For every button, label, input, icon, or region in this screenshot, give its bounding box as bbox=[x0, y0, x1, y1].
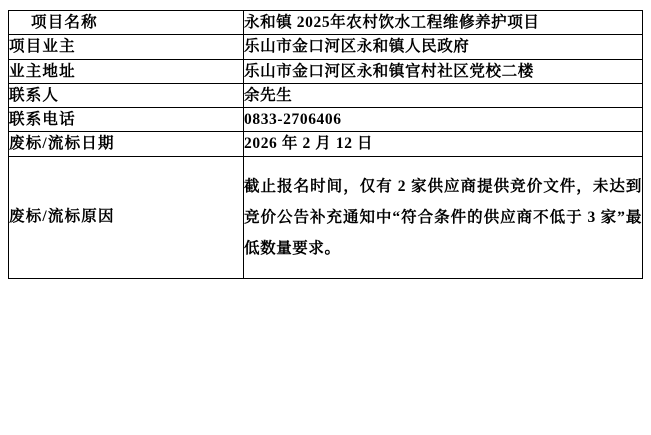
table-row bbox=[9, 83, 643, 107]
row-label-project-name: 项目名称 bbox=[9, 11, 244, 35]
table-row bbox=[9, 59, 643, 83]
table-row bbox=[9, 156, 643, 278]
row-label-owner-address: 业主地址 bbox=[9, 59, 244, 83]
row-label-failure-reason: 废标/流标原因 bbox=[9, 156, 244, 278]
project-info-table bbox=[8, 10, 643, 279]
row-label-project-owner: 项目业主 bbox=[9, 35, 244, 59]
row-label-contact-person: 联系人 bbox=[9, 83, 244, 107]
table-body bbox=[9, 11, 643, 279]
table-row bbox=[9, 35, 643, 59]
row-value-project-name: 永和镇 2025年农村饮水工程维修养护项目 bbox=[244, 11, 643, 35]
row-value-contact-person: 余先生 bbox=[244, 83, 643, 107]
row-value-project-owner: 乐山市金口河区永和镇人民政府 bbox=[244, 35, 643, 59]
row-value-owner-address: 乐山市金口河区永和镇官村社区党校二楼 bbox=[244, 59, 643, 83]
row-label-contact-phone: 联系电话 bbox=[9, 108, 244, 132]
table-row bbox=[9, 132, 643, 156]
table-row bbox=[9, 11, 643, 35]
table-row bbox=[9, 108, 643, 132]
row-value-contact-phone: 0833-2706406 bbox=[244, 108, 643, 132]
row-label-failure-date: 废标/流标日期 bbox=[9, 132, 244, 156]
row-value-failure-date: 2026 年 2 月 12 日 bbox=[244, 132, 643, 156]
row-value-failure-reason: 截止报名时间，仅有 2 家供应商提供竞价文件，未达到竞价公告补充通知中“符合条件的供应商不低于 3 家”最低数量要求。 bbox=[244, 156, 643, 278]
